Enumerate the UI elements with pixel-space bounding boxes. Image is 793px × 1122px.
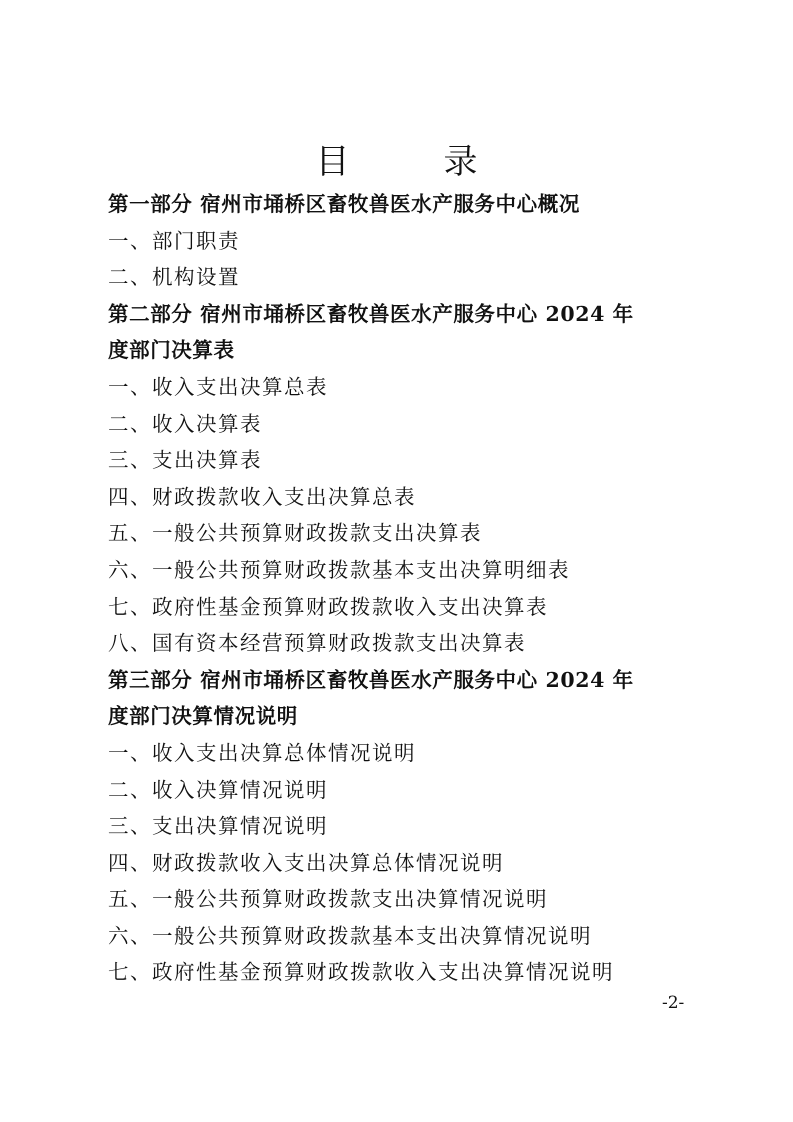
part2-item-2: 二、收入决算表 — [108, 411, 262, 436]
part2-heading-line2: 度部门决算表 — [108, 338, 235, 363]
part3-item-3: 三、支出决算情况说明 — [108, 814, 328, 839]
part3-item-1: 一、收入支出决算总体情况说明 — [108, 740, 416, 765]
part2-item-3: 三、支出决算表 — [108, 448, 262, 473]
part3-item-6: 六、一般公共预算财政拨款基本支出决算情况说明 — [108, 923, 592, 948]
part2-item-5: 五、一般公共预算财政拨款支出决算表 — [108, 521, 482, 546]
part2-item-8: 八、国有资本经营预算财政拨款支出决算表 — [108, 631, 526, 656]
part1-heading: 第一部分 宿州市埇桥区畜牧兽医水产服务中心概况 — [108, 192, 580, 216]
part3-heading-line1: 第三部分 宿州市埇桥区畜牧兽医水产服务中心 2024 年 — [108, 667, 634, 692]
part1-item-2: 二、机构设置 — [108, 265, 240, 290]
part2-item-7: 七、政府性基金预算财政拨款收入支出决算表 — [108, 594, 548, 619]
toc-title: 目 录 — [315, 142, 508, 182]
part3-item-7: 七、政府性基金预算财政拨款收入支出决算情况说明 — [108, 960, 614, 985]
part3-heading-line2: 度部门决算情况说明 — [108, 704, 298, 729]
page-number: -2- — [662, 993, 685, 1013]
part2-heading-line1: 第二部分 宿州市埇桥区畜牧兽医水产服务中心 2024 年 — [108, 301, 634, 326]
part1-item-1: 一、部门职责 — [108, 228, 240, 253]
part3-item-4: 四、财政拨款收入支出决算总体情况说明 — [108, 850, 504, 875]
part3-item-2: 二、收入决算情况说明 — [108, 777, 328, 802]
part3-item-5: 五、一般公共预算财政拨款支出决算情况说明 — [108, 887, 548, 912]
part2-item-6: 六、一般公共预算财政拨款基本支出决算明细表 — [108, 557, 570, 582]
toc-list — [108, 186, 708, 991]
part2-item-1: 一、收入支出决算总表 — [108, 374, 328, 399]
part2-item-4: 四、财政拨款收入支出决算总表 — [108, 484, 416, 509]
